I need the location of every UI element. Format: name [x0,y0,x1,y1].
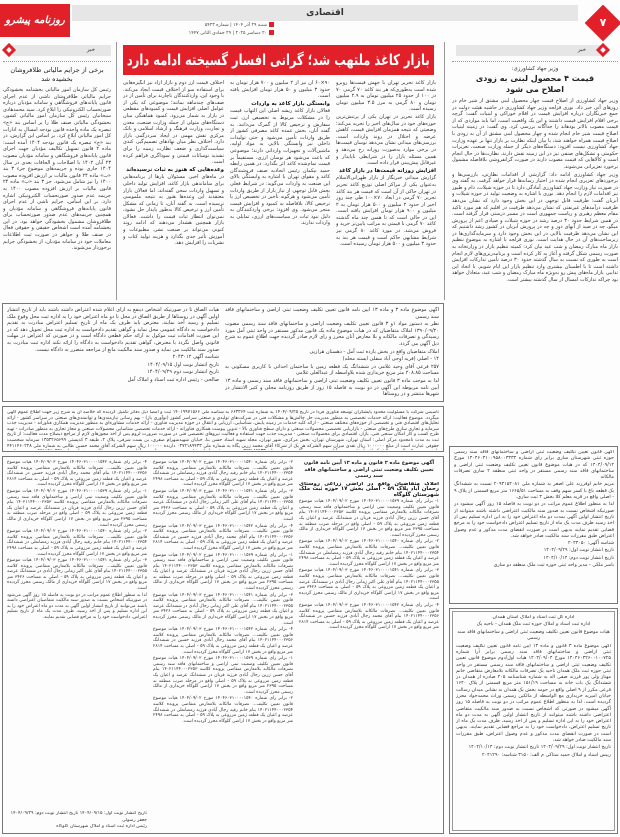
main-article-column-2 [230,80,330,300]
date-line-1 [74,22,274,29]
paragraph: تاریخ انتشار نوبت اول ۱۴۰۴/۰۹/۱۵ [147,361,219,368]
subheading: وعده‌هایی که هنوز به ثبات نرسیده‌اند [126,166,224,173]
news-label: خبر [12,45,111,56]
paragraph: اداره ثبت اسناد و املاک حوزه ثبت ملک همدان - ناحیه یک [476,622,591,628]
registry-notice-amol [2,303,444,402]
paragraph: تاریخ انتشار نوبت دوم ۱۴۰۴/۰۹/۲۹ [147,369,219,376]
paragraph: ۴- برابر رای شماره ۱۴۰۴۶۰۳۱۰۰۰۰۱۵۴۲ مورخ ۱۴۰۴/۰۹/۰۳ هیات موضوع قانون تعیین تکلیف... تصرفات مالکانه بلامعارض متقاضی پرونده کلاسه ۱۴۰۲۱۱۴۴۰۰۰۲۳۵۶ بنام آقای محمد رجال آبادی فرزند حسین در ششدانگ عرصه و اعیان یک قطعه زمین مزروعی به پلاک ۵۹ - اصلی به مساحت ۲۸۱۴ متر مربع واقع در بخش ۱۷ اراضی گلوگاه محرز گردیده است. [7,460,147,488]
notice-hamedan-header [456,615,611,644]
notice-hamedan-body [456,644,611,827]
left-news-label-bar [12,45,111,56]
paragraph: ۳- برابر رای شماره ۱۴۰۴۶۰۳۱۰۰۰۰۱۵۴۱ مورخ ۱۴۰۴/۰۹/۰۳ هیات موضوع قانون تعیین تکلیف... تصرفات مالکانه بلامعارض متقاضی پرونده کلاسه ۱۴۰۲۱۱۴۴۰۰۰۲۳۵۵ بنام آقای علی اکبر زمانی رجال آبادی در ششدانگ عرصه و اعیان یک قطعه زمین مزروعی به پلاک ۵۹ - اصلی به مساحت ۳۴۲۶ متر مربع واقع در بخش ۱۷ اراضی گلوگاه خریداری از مالک رسمی محرز گردیده است. [299,568,439,602]
main-headline-banner [123,45,434,75]
notice-galugah-date-line: تاریخ انتشار نوبت اول: ۱۴۰۴/۰۹/۱۵ تاریخ انتشار نوبت دوم: ۱۴۰۴/۰۹/۲۹ [10,811,147,817]
date-lines [74,22,274,37]
notice-galugah-column-1 [299,482,439,832]
paragraph: گزارش میدانی خبرنگار از بازار طهرانی‌الاسلام به‌عنوان یکی از مراکز اصلی توزیع کاغذ تحریر در تهران حاکی از آن است که قیمت هر بند کاغذ تحریر ۷۰ گرمی در ابعاد ۷۰×۱۰۰ طی چند روز اخیر از حدود ۲ میلیون و ۵۰۰ هزار تومان به ۲ میلیون و ۹۰۰ هزار تومان افزایش یافته است. این در حالی است که تا همین چند ماه گذشته کاغذ ۷۰ گرمی با قیمتی به مراتب پایین‌تر خرید و فروش می‌شد. در مورد کاغذ ۸۰ گرمی نیز شرایط مشابهی حاکم است و قیمت هر بند به حدود ۳ میلیون و ۵۰۰ هزار تومان رسیده است. [336,175,436,248]
paragraph: یاسر ملکی - مدیر واحد ثبتی حوزه ثبت ملک منطقه دو ساری [493,563,614,569]
paragraph: ۱۴ - اصلی (قریه اوجی آباد سفلی ایسته محله) [342,356,439,363]
paragraph: مریم خانم اوفرزند علی اصغر به شماره ملی ۲۰۹۳۱۵۴۰۸۱ نسبت به ششدانگ یک قطعه باغ با کسر سهم وقف به مساحت ۱۶۶۵/۵۱ متر مربع قسمتی از پلاک ۹ - اصلی واقع در قریه معلم کلا بخش ۳ ثبت ساری. [454,482,614,501]
paragraph: ۱- برابر رای شماره ۱۴۰۴۶۰۳۱۰۰۰۰۱۵۳۹ مورخ ۱۴۰۴/۰۹/۰۲ هیات موضوع قانون تعیین تکلیف وضعیت ثبتی اراضی و ساختمانهای فاقد سند رسمی تصرفات مالکانه بلامعارض متقاضی پرونده کلاسه ۱۴۰۲۱۱۴۴۰۰۰۲۳۵۳ بنام آقای حسن زرین رجال آبادی فرزند قربان در ششدانگ عرصه و اعیان یک قطعه زمین مزروعی به پلاک ۵۹ - اصلی واقع در مرحله ضرب منطقه به مساحت ۲۳۹۵ متر مربع واقع در بخش ۱۷ اراضی گلوگاه خریداری از مالک رسمی محرز گردیده است. [299,499,439,538]
paragraph: آگهی موضوع ماده ۳ قانون و ماده ۱۳ آیین نامه قانون تعیین تکلیف وضعیت ثبتی اراضی و ساختمانهای فاقد سند رسمی برابر آرا شماره ۱۴۰۴۶۰۳۲۶۰۰۱۰۰۷۲۵ مورخ ۱۴۰۴/۰۹/۰۴ هیات اول/دوم موضوع قانون تعیین تکلیف وضعیت ثبتی اراضی و ساختمانهای فاقد سند رسمی مستقر در واحد ثبتی حوزه ثبت ملک همدان ناحیه یک تصرفات مالکانه بلامعارض متقاضی خانم مهناز ولی پور فرزند صفی اله به شماره شناسنامه ۴۰۵ صادره از همدان در ششدانگ یک باب خانه به مساحت ۱۵۱/۱۹ متر مربع قسمتی از پلاک ۱۶۴۰ فرعی مکرر از ۹ اصلی واقع در حومه بخش یک همدان به نشانی میدان رسالت خیابان امیریه خریداری مع الواسطه از مالکین رسمی وراث محمدجواد محرز گردیده است. لذا به منظور اطلاع عموم مراتب در دو نوبت به فاصله ۱۵ روز آگهی میشود در صورتی که اشخاص نسبت به صدور سند مالکیت متقاضی اعتراضی داشته باشند میتوانند از تاریخ انتشار اولین آگهی به مدت دو ماه اعتراض خود را به این اداره تسلیم و پس از اخذ رسید، ظرف مدت یک ماه از تاریخ تسلیم اعتراض، دادخواست خود را به مراجع قضایی تقدیم نمایند. بدیهی است در صورت انقضای مدت مذکور و عدم وصول اعتراض، طبق مقررات سند مالکیت صادر خواهد شد. [456,643,611,744]
paragraph: ۴- برابر رای شماره ۱۴۰۴۶۰۳۱۰۰۰۰۱۵۴۲ مورخ ۱۴۰۴/۰۹/۰۳ هیات موضوع قانون تعیین تکلیف... تصرفات مالکانه بلامعارض متقاضی پرونده کلاسه ۱۴۰۲۱۱۴۴۰۰۰۲۳۵۶ بنام آقای محمد رجال آبادی فرزند حسین در ششدانگ عرصه و اعیان یک قطعه زمین مزروعی به پلاک ۵۹ - اصلی به مساحت ۲۸۱۴ متر مربع واقع در بخش ۱۷ اراضی گلوگاه محرز گردیده است. [153,627,293,655]
column-divider [444,42,445,300]
company-registration-text [7,410,439,450]
registry-notice-sari [449,446,618,604]
right-news-label-bar [456,45,602,56]
paragraph: آگهی قانون تعیین تکلیف وضعیت ثبتی اراضی و ساختمانهای فاقد سند رسمی حوزه ثبتی شهرستان ساری برابر رای شماره ۱۴۰۴۶۰۳۱۰۰۹۵۸۰۰۳۳۳۳ مورخ ۱۴۰۴/۰۹/۱۴ که در هیات موضوع قانون تعیین تکلیف وضعیت ثبتی اراضی و ساختمانهای فاقد سند رسمی مستقر در واحد ثبتی منطقه ۲ ساری تصرفات مالکانه [454,450,614,481]
right-article-kicker: وزیر جهاد کشاورزی: [511,66,559,72]
notice-galugah-column-2 [153,460,293,831]
paragraph: تاسیس شرکت با مسئولیت محدود پایشگران توسعه فناوری فردا در تاریخ ۱۴۰۴/۰۹/۲۵ به شماره ثبت ۶۶۳۳۶۴ به شناسه ملی ۱۴۰۱۹۹۷۱۵۶۶ ثبت و امضا ذیل دفاتر تکمیل گردیده که خلاصه آن به شرح زیر جهت اطلاع عموم آگهی میگردد. موضوع فعالیت: ارائه خدمات تخصصی به منظور مدیریت حل چالش‌ها و مشکلات فنی در شرکت‌های تولیدی و صنعتی سراسر کشور (نوآوری باز) - بهم رسانی نیازمندی‌ها و توانمندی‌های صنعتی در سراسر کشور - ارائه تحلیل‌های اقتصادی فنی و تخصصی از حوزه‌های مختلف صنعتی - ارائه کلیه خدمات در زمینه پایش، شناسایی، ارزیابی و انتقال در حوزه مدیریت فناوری - ارائه خدمات مشاوره‌ای به منظور مدیریت همکاری فناورانه - مدیریت جذب سرمایه و تجاری سازی طرح‌های صنعتی - بازاریابی تخصصی محصولات صنعتی و دارای سطح فناوری بالا - تدوین پیوست همکاری فناورانه - ارائه خدمات تخصصی شناسایی محصولات صنعتی و مجاز تجاری به منظور صادرات - تهیه طرح کسب و کار امکان سنجی فنی، بازار، اقتصادی برای محصولات صنعتی - مدیریت جذب جهت استفاده و فعالیت نیروهای تخصصی فنی در صورت ضرورت لزوم پس از اخذ مجوزهای لازم از مراجع ذیصلاح مدت فعالیت: از تاریخ ثبت به مدت نامحدود مرکز اصلی: استان تهران، شهرستان تهران، بخش مرکزی، شهر تهران، محله شهید استاد حسن بنا، خیابان شهیدشهرام صفری، بن بست شرقی، پلاک ۲، طبقه ۳ کدپستی ۱۳۵۳۲۶۵۶۹۹ سرمایه شخصیت حقوقی عبارت است از مبلغ ۱۰۰۰۰۰۰ ریال نقدی میزان سهم الشرکه هر یک از شرکاء آقای محمد زرین پگاه به شماره ملی ۰۳۷۲۱۸۹۴۳۳ دارنده ۱۰۰۰۰۰ ریال سهم الشرکه آقای محمد حسین طالبی به شماره ملی ۴۴۱۱۴۶۰۲۲۸ [7,410,439,449]
notice-galugah-column-3-wrap [7,460,147,831]
paragraph: در ماه‌های اخیر، مسئولان بارها از برنامه‌هایی برای ساماندهی بازار کاغذ، افزایش تولید داخلی و تسهیل واردات سخن گفته‌اند، اما فعالان بازار معتقدند این وعده‌ها هنوز به نتیجه ملموسی نرسیده است. به گفته آنان، تا زمانی که مشکل تأمین ارز و ترخیص کالا به‌طور پایدار حل نشود، نمی‌توان انتظار ثبات قیمت را داشت. فعالان بازار همچنین هشدار می‌دهند که ادامه روند کنونی می‌تواند بر صنعت نشر، مطبوعات و آموزش تأثیر جدی بگذارد و هزینه تولید کتاب و نشریات را افزایش دهد. [123,174,224,247]
paragraph: هیات موضوع قانون تعیین تکلیف وضعیت ثبتی اراضی و ساختمانهای فاقد سند رسمی [457,629,610,642]
section-title: اقتصادی [72,5,578,21]
paragraph: تاریخ انتشار نوبت اول: ۱۴۰۴/۰۹/۲۹ تاریخ انتشار نوبت دوم: ۱۴۰۴/۱۰/۱۴ [468,745,611,751]
left-article-title: برخی از جرایم مالیاتی طلافروشان بخشیده شد [10,66,104,83]
news-label: خبر [456,45,602,56]
paragraph: لذا به منظور اطلاع عموم مراتب در دو نوبت به فاصله ۱۵ روز آگهی میشود در صورتیکه اشخاص نسبت به صدور سند مالکیت اعتراضی داشته باشند میتوانند از تاریخ انتشار اولین آگهی بمدت دو ماه اعتراض خود را به این اداره تسلیم پس از اخذ رسید ظرف مدت یک ماه از تاریخ تسلیم اعتراض دادخواست خود را به مرجع قضایی تقدیم نمایند بدیهی است در صورت انقضای مدت مذکور و عدم وصول اعتراض طبق مقررات سند مالکیت صادر خواهد شد. [454,502,614,539]
notice-galugah-column-1-wrap [299,460,439,831]
registry-notice-galugah [2,456,444,834]
paragraph: اداره کل ثبت اسناد و املاک استان همدان [492,615,575,620]
paragraph: تاریخ انتشار نوبت اول: ۱۴۰۴/۰۹/۲۹ [543,548,614,554]
paragraph: ۱- برابر رای شماره ۱۴۰۴۶۰۳۱۰۰۰۰۱۵۳۹ مورخ ۱۴۰۴/۰۹/۰۲ هیات موضوع قانون تعیین تکلیف وضعیت ثبتی اراضی و ساختمانهای فاقد سند رسمی تصرفات مالکانه بلامعارض متقاضی پرونده کلاسه ۱۴۰۲۱۱۴۴۰۰۰۲۳۵۳ بنام آقای حسن زرین رجال آبادی فرزند قربان در ششدانگ عرصه و اعیان یک قطعه زمین مزروعی به پلاک ۵۹ - اصلی واقع در مرحله ضرب منطقه به مساحت ۲۳۹۵ متر مربع واقع در بخش ۱۷ اراضی گلوگاه خریداری از مالک رسمی محرز گردیده است. [153,656,293,695]
paragraph: رییس اسناد و املاک حمید ستاکی م الف: ۳۱۵۰ شناسه: ۲۰۴۱۲۹۰ [482,752,611,758]
notice-galugah-title: آگهی موضوع ماده ۳ قانون و ماده ۱۳ آیین نامه قانون تعیین تکلیف وضعیت ثبتی اراضی و ساختمانهای فاقد سند رسمی [303,460,435,479]
main-headline: بازار کاغذ ملتهب شد؛ گرانی افسار گسیخته ادامه دارد [127,51,430,69]
divider [3,61,111,62]
notice-galugah-signer: جعفر رسولی [121,817,147,823]
paragraph: بازار کاغذ تحریر تهران با جهش قیمت‌ها روبرو شده است به‌طوری‌که هر بند کاغذ ۷۰ گرمی ۷۰ در ۱۰۰ از حدود ۲۵ میلیون تومان به ۲.۹ میلیون تومان و ۸۰ گرمی به مرز ۳.۵ میلیون تومان رسیده است. [336,80,436,113]
paragraph: ۳- برابر رای شماره ۱۴۰۴۶۰۳۱۰۰۰۰۱۵۴۱ مورخ ۱۴۰۴/۰۹/۰۳ هیات موضوع قانون تعیین تکلیف... تصرفات مالکانه بلامعارض متقاضی پرونده کلاسه ۱۴۰۲۱۱۴۴۰۰۰۲۳۵۵ بنام آقای علی اکبر زمانی رجال آبادی در ششدانگ عرصه و اعیان یک قطعه زمین مزروعی به پلاک ۵۹ - اصلی به مساحت ۳۴۲۶ متر مربع واقع در بخش ۱۷ اراضی گلوگاه خریداری از مالک رسمی محرز گردیده است. [7,558,147,592]
notice-amol-right [225,307,439,399]
paragraph: شناسه آگهی: ۲۰۴۳۰۵۰ [567,541,614,547]
paragraph: ۲- برابر رای شماره ۱۴۰۴۶۰۳۱۰۰۰۰۱۵۴۰ مورخ ۱۴۰۴/۰۹/۰۲ هیات موضوع قانون تعیین تکلیف... تصرفات مالکانه بلامعارض متقاضی پرونده کلاسه ۱۴۰۲۱۱۴۴۰۰۰۲۳۵۴ بنام خانم رقیه رجال آبادی فرزند رمضانعلی در ششدانگ عرصه و اعیان یک قطعه زمین مزروعی به پلاک ۵۹ - اصلی به مساحت ۲۴۹۸ متر مربع واقع در بخش ۱۷ اراضی گلوگاه محرز گردیده است. [7,529,147,557]
paragraph: لذا به موجب ماده ۳ قانون تعیین تکلیف وضعیت ثبتی اراضی و ساختمانهای فاقد سند رسمی و ماده ۱۳ آیین نامه مربوطه این آگهی در دو نوبت به فاصله ۱۵ روز از طریق روزنامه محلی و کثیر الانتشار در شهرها منتشر و در روستاها [225,377,439,398]
paragraph: تاریخ انتشار نوبت دوم: ۱۴۰۴/۱۰/۱۴ [543,555,614,561]
main-article-column-1 [336,80,436,300]
subheading: املاک متقاضیان واقع در اراضی زراعی روستای رحمان آباد پلاک ۵۹ - اصلی بخش ۱۷ حوزه ثبت ملک شهرستان گلوگاه [299,481,439,498]
paragraph: ۹۰×۶۰ آن نیز از ۲ میلیون و ۷۰۰ هزار تومان به حدود ۳ میلیون و ۵۰ هزار تومان افزایش یافته است. [230,80,330,100]
right-article-body [452,98,618,442]
divider [452,61,618,62]
subheading: وابستگی بازار کاغذ به واردات [251,100,330,107]
subheading: افزایش روزانه قیمت‌ها در بازار کاغذ [338,167,436,174]
paragraph: ۳- برابر رای شماره ۱۴۰۴۶۰۳۱۰۰۰۰۱۵۴۱ مورخ ۱۴۰۴/۰۹/۰۳ هیات موضوع قانون تعیین تکلیف... تصرفات مالکانه بلامعارض متقاضی پرونده کلاسه ۱۴۰۲۱۱۴۴۰۰۰۲۳۵۵ بنام آقای علی اکبر زمانی رجال آبادی در ششدانگ عرصه و اعیان یک قطعه زمین مزروعی به پلاک ۵۹ - اصلی به مساحت ۳۴۲۶ متر مربع واقع در بخش ۱۷ اراضی گلوگاه خریداری از مالک رسمی محرز گردیده است. [153,592,293,626]
registry-notice-hamedan [449,608,618,834]
paragraph: املاک متقاضیان واقع در بخش یازده ثبت آمل - دهستان هرازپی [309,348,439,355]
main-article-column-3 [123,80,224,300]
left-article [3,45,111,300]
paragraph: بازار کاغذ تحریر در تهران یکی از پرتنش‌ترین حوزه‌های خود در سال‌های اخیر را تجربه می‌کند؛ وضعیتی که نتیجه همزمان افزایش قیمت، کاهش عرضه و اختلال در روند واردات است. بررسی‌های میدانی نشان می‌دهد نوسان قیمت‌ها در برخی موارد به‌صورت روزانه رخ می‌دهد و همین مسئله بازار را در شرایطی ناپایدار و غیرقابل پیش‌بینی قرار داده است. [336,113,436,167]
paragraph: نظر به دستور مواد ۱و ۳ قانون تعیین تکلیف وضعیت اراضی و ساختمانهای فاقد سند رسمی مصوب ۱۳۹۰/۰۹/۲۰ املاک متقاضیان که در هیات موضوع ماده یک قانون مذکور مستقر در واحد ثبتی آمل مورد رسیدگی و تصرفات مالکانه و بلا معارض آنان محرز و رای لازم صادر گردیده جهت اطلاع عموم به شرح ذیل آگهی می گردد. [225,321,439,347]
paragraph: وزیر جهاد کشاورزی ادامه داد: گزارشی از اقدامات نظارتی، بازرسی‌ها و برخوردهای تعزیری انجام شده در اختیار رسانه‌ها قرار خواهد گرفت. به گفته وی در صورت نیاز وزارت جهاد کشاورزی آمادگی دارد تا در حوزه شیلات، دام و طیور نیز اقدامات لازم را انجام دهد. نوری با اشاره به وضعیت تولید در حوزه شیلات و آبزیان گفت: ظرفیت قابل توجهی در این بخش وجود دارد که نشان می‌دهد ظرفیت درآمدهای غیرنفتی که نشان می‌دهد طرفیت در اقلیم که هم مورد تاکید مقام معظم رهبری و ریاست جمهوری است در مسیر درستی قرار گرفته است. در همین شرایط حدود ۳۰ درصد رشد در حوزه شیلات و صیادی اعم از پرورش میگو، چه در صید از آبهای دور و چه در پرورش آبزیان در کشور رشد داشتیم که این نشان می‌دهد ظرفیت بالایی در این بخش وجود دارد و سرمایه‌گذاری‌ها در زیرساخت‌های آن در حال هدایت است. نوری قزلجه با اشاره به موضوع تنظیم بازار ماه مبارک رمضان و شب عید بیان کرد: کمیته تنظیم بازار در وزارتخانه به صورت رسمی شکل گرفته و آغاز به کار کرده است و برنامه‌ریزی‌های لازم انجام است به طوری که نسبت به سال گذشته حدود ۳۰ درصد تأمین تدارکات افزایش داشته است تا با اطمینان بیشتری وارد تنظیم بازار این ایام شویم. با اتخاذ این تدابیر، بازار ماه‌های پیش رو به‌ویژه ماه مبارک رمضان و شب عید، متعادل خواهد بود چراکه تدارکات امسال از سال گذشته بیشتر است. [452,171,618,284]
paragraph: فعالان بازار کاغذ ریشه اصلی این التهاب قیمت را در مشکلات مربوط به تخصیص ارز، ثبت سفارش و ترخیص کالا از گمرک می‌دانند. به گفته آنان، بخش عمده کاغذ مصرفی کشور از طریق واردات تأمین می‌شود و حتی تولیدات داخلی نیز وابستگی بالایی به مواد اولیه، ماشین‌آلات و تجهیزات وارداتی دارند؛ موضوعی که باعث می‌شود هر نوسان ارزی، مستقیماً بر قیمت تمام‌شده کاغذ اثر بگذارد. در همین رابطه حمید نیکمان رئیس اتحادیه صنف فروشندگان کاغذ و مقوای تهران با اشاره به وابستگی بالای این صنعت به واردات می‌گوید: در شرایط فعلی بخش قابل توجهی از نیاز بازار از طریق واردات تأمین می‌شود و هرگونه تأخیر در تخصیص ارز یا ترخیص کالا، بلافاصله به کمبود و افزایش قیمت منجر می‌شود. وی افزود: برخی واردکنندگان به دلیل نبود ثبات در سیاست‌های ارزی، تمایلی به واردات ندارند. [230,108,330,227]
page-number: ۷ [599,16,607,29]
date-line-2 [74,30,274,37]
date-persian: شنبه ۲۹ آذر ۱۴۰۴ | شماره ۵۴۲۳ [204,23,267,28]
paragraph: اختلاف قیمت ارز دوم و بازار آزاد نیز انگیزه‌هایی برای استفاده سو از اختلاف قیمت ایجاد می‌کند. با وجود این، واردکنندگان ناچارند برای تأمین از در صف‌های چندماهه بمانند؛ موضوعی که یکی از عوامل اصلی افزایش قیمت و کمبودهای مقطعی در بازار به شمار می‌رود. کمبود هماهنگی میان دستگاه‌های متولی از جمله وزارت صنعت، معدن و تجارت، وزارت فرهنگ و ارشاد اسلامی و بانک مرکزی نقش مهمی در ایجاد سردرگمی بازار دارد. اختلاف نظر میان نهادهای تصمیم‌گیر، کندی سیاست‌گذاری و ضعف نظارت زمینه را برای تشدید نوسانات قیمتی و سوداگری فراهم کرده است. [123,80,224,166]
paragraph: ۱- برابر رای شماره ۱۴۰۴۶۰۳۱۰۰۰۰۱۵۳۹ مورخ ۱۴۰۴/۰۹/۰۲ هیات موضوع قانون تعیین تکلیف وضعیت ثبتی اراضی و ساختمانهای فاقد سند رسمی تصرفات مالکانه بلامعارض متقاضی پرونده کلاسه ۱۴۰۲۱۱۴۴۰۰۰۲۳۵۳ بنام آقای حسن زرین رجال آبادی فرزند قربان در ششدانگ عرصه و اعیان یک قطعه زمین مزروعی به پلاک ۵۹ - اصلی واقع در مرحله ضرب منطقه به مساحت ۲۳۹۵ متر مربع واقع در بخش ۱۷ اراضی گلوگاه خریداری از مالک رسمی محرز گردیده است. [7,488,147,528]
paragraph: شناسه آگهی ۲۰۴۳۰۱۲ [172,354,219,361]
notice-galugah-signer-title: رئیس اداره ثبت اسناد و املاک شهرستان گلوگاه [56,824,147,830]
notice-amol-left [7,307,219,399]
paragraph: آگهی موضوع ماده ۳ و ماده ۱۳ آیین نامه قانون تعیین تکلیف وضعیت ثبتی اراضی و ساختمانهای فاقد سند رسمی [225,307,439,320]
paragraph: لذا به منظور اطلاع عموم مراتب در دو نوبت به فاصله ۱۵ روز آگهی می‌شود در صورتیکه اشخاص نسبت به صدور سند مالکیت متقاضیان اعتراضی داشته باشند می‌توانند از تاریخ انتشار اولین آگهی به مدت دو ماه اعتراض خود را به این اداره تسلیم و پس از اخذ رسید، ظرف مدت یک ماه از تاریخ تسلیم اعتراض، دادخواست خود را به مراجع قضایی تقدیم نمایند. [7,592,147,621]
paragraph: صالحی - رئیس اداره ثبت اسناد و املاک آمل [127,376,219,383]
paragraph: رئیس کل سازمان امور مالیاتی بخشنامه بخشودگی جرایم مالیاتی طلافروشان ناشی از عدم اجرای قانون پایانه‌های فروشگاهی و سامانه مؤدیان درباره صورتحساب الکترونیکی را ابلاغ کرد. سید محمدهادی سبحانیان رئیس کل سازمان امور مالیاتی کشور، بخشودگی مالیاتی صنف طلا را بر اساس بند «ج» تبصره یک ماده واحده قانون بودجه امسال به ادارات کل امور مالیاتی ابلاغ کرد. بر اساس این گزارش، در بند «ج» تبصره یک قانون بودجه ۱۴۰۴ آمده است: ماده ۲ قانون تسهیل تکالیف مؤدیان جهت اجرای قانون پایانه‌های فروشگاهی و سامانه مؤدیان مصوب ۲۳ آبان ۱۴۰۲ با اصلاحات و الحاقات بعدی در سال ۱۴۰۴ جاری بوده و جریمه‌های موضوع جزء ۳ بند «ب» ماده ۲۴ قانون مالیات بر ارزش افزوده مصوب ۱۴۰۰ را نیز شامل می‌شود. جز ۳ بند «ب» ماده ۲۴ قانون مالیات بر ارزش افزوده مصوب ۱۴۰۰ به جریمه عدم صدور صورتحساب الکترونیکی اشاره دارد. بر این اساس، جرایم ناشی از عدم اجرای قانون پایانه‌های فروشگاهی و سامانه مؤدیان و همچنین جریمه‌های عدم صدور صورتحساب برای طلافروشان مشمول بخشودگی خواهد بود. در این بخشنامه آمده است اشخاص حقیقی و حقوقی فعال در صنف طلا و جواهر در صورت ثبت اطلاعات معاملات خود در سامانه مؤدیان، از بخشودگی جرایم برخوردار می‌شوند. [3,87,111,252]
notice-galugah-column-3 [7,460,147,809]
company-registration-notice [2,406,444,452]
notice-sari-text [454,450,614,601]
column-divider [116,42,117,300]
paragraph: وزیر جهاد کشاورزی از اصلاح قیمت چهار محصول لبنی مشتق از شیر خام در روزهای آتی خبر داد. نوری قزلجه وزیر جهاد کشاورزی در حاشیه هیئت دولت در جمع خبرنگاران درباره افزایش قیمت در اقلام خوراکی و لبنیات گفت: گرچه برخی اقلام افزایش قیمت داشتند و این یک واقعیت است، اما باید مواردی که از قیمت مصوب بالاتر بودهاند را جداگانه بررسی کرد. وی گفت: در زمینه لبنیات اصلاح قیمت شیر خام انجام شده و چهار محصول لبنی مشتق از آن به زودی با اصلاح قیمت همراه خواهند شد، با بیان اینکه نظارت بر بازار تنها بر عهده وزارت جهاد کشاورزی نیست افزود: دستگاه‌های دیگر از جمله وزارت صنعت، تعزیرات حکومتی و تشکل‌های صنفی نیز در این زمینه نقش دارند. نظارت‌ها در حال انجام است و کالاهایی که قیمت مصوب دارند در صورت گرانفروشی بلافاصله مشمول برخورد تعزیراتی می‌شوند. [452,98,618,170]
newspaper-logo: روزنامه پیشرو [0,4,70,37]
paragraph: ۳- برابر رای شماره ۱۴۰۴۶۰۳۱۰۰۰۰۱۵۴۱ مورخ ۱۴۰۴/۰۹/۰۳ هیات موضوع قانون تعیین تکلیف... تصرفات مالکانه بلامعارض متقاضی پرونده کلاسه ۱۴۰۲۱۱۴۴۰۰۰۲۳۵۵ بنام آقای علی اکبر زمانی رجال آبادی در ششدانگ عرصه و اعیان یک قطعه زمین مزروعی به پلاک ۵۹ - اصلی به مساحت ۳۴۲۶ متر مربع واقع در بخش ۱۷ اراضی گلوگاه خریداری از مالک رسمی محرز گردیده است. [153,488,293,522]
paragraph: ۲۵۷ فرعی آقای وحید غلامی در ششدانگ یک قطعه زمین با ساختمان احداثی با کاربری مسکونی به مساحت ۲۰۸.۸۵ متر مربع خریداری شده بلاواسطه از عبدالعلی غلامی [225,363,439,377]
paragraph: هیات الصاق تا در صورتیکه اشخاص ذینفع به آرای اعلام شده اعتراض داشته باشند باید از تاریخ انتشار اولین آگهی در روستاها از طریق الصاق در محل تا دو ماه اعتراض خود را به اداره ثبت محل وقوع ملک تسلیم و رسید اخذ نمایند. معترض باید ظرف یک ماه از تاریخ تسلیم اعتراض مبادرت به تقدیم دادخواست به دادگاه عمومی محل نماید و گواهی تقدیم دادخواست به اداره ثبت محل تحویل دهد که در این صورت اقدامات ثبت موکول به ارائه حکم قطعی دادگاه است و در صورتی که اعتراض در مهلت قانونی واصل نگردد یا معترض، گواهی تقدیم دادخواست به دادگاه را ارائه نکند اداره ثبت مبادرت به صدور سند مالکیت می نماید و صدور سند مالکیت مانع از مراجعه متضرر به دادگاه نیست. [7,307,219,353]
right-article [452,45,618,442]
paragraph: ۲- برابر رای شماره ۱۴۰۴۶۰۳۱۰۰۰۰۱۵۴۰ مورخ ۱۴۰۴/۰۹/۰۲ هیات موضوع قانون تعیین تکلیف... تصرفات مالکانه بلامعارض متقاضی پرونده کلاسه ۱۴۰۲۱۱۴۴۰۰۰۲۳۵۴ بنام خانم رقیه رجال آبادی فرزند رمضانعلی در ششدانگ عرصه و اعیان یک قطعه زمین مزروعی به پلاک ۵۹ - اصلی به مساحت ۲۴۹۸ متر مربع واقع در بخش ۱۷ اراضی گلوگاه محرز گردیده است. [299,539,439,567]
paragraph: ۲- برابر رای شماره ۱۴۰۴۶۰۳۱۰۰۰۰۱۵۴۰ مورخ ۱۴۰۴/۰۹/۰۲ هیات موضوع قانون تعیین تکلیف... تصرفات مالکانه بلامعارض متقاضی پرونده کلاسه ۱۴۰۲۱۱۴۴۰۰۰۲۳۵۴ بنام خانم رقیه رجال آبادی فرزند رمضانعلی در ششدانگ عرصه و اعیان یک قطعه زمین مزروعی به پلاک ۵۹ - اصلی به مساحت ۲۴۹۸ متر مربع واقع در بخش ۱۷ اراضی گلوگاه محرز گردیده است. [153,696,293,724]
paragraph: ۴- برابر رای شماره ۱۴۰۴۶۰۳۱۰۰۰۰۱۵۴۲ مورخ ۱۴۰۴/۰۹/۰۳ هیات موضوع قانون تعیین تکلیف... تصرفات مالکانه بلامعارض متقاضی پرونده کلاسه ۱۴۰۲۱۱۴۴۰۰۰۲۳۵۶ بنام آقای محمد رجال آبادی فرزند حسین در ششدانگ عرصه و اعیان یک قطعه زمین مزروعی به پلاک ۵۹ - اصلی به مساحت ۲۸۱۴ متر مربع واقع در بخش ۱۷ اراضی گلوگاه محرز گردیده است. [299,602,439,631]
right-article-title: قیمت ۴ محصول لبنی به زودی اصلاح می شود [475,74,595,94]
paragraph: ۴- برابر رای شماره ۱۴۰۴۶۰۳۱۰۰۰۰۱۵۴۲ مورخ ۱۴۰۴/۰۹/۰۳ هیات موضوع قانون تعیین تکلیف... تصرفات مالکانه بلامعارض متقاضی پرونده کلاسه ۱۴۰۲۱۱۴۴۰۰۰۲۳۵۶ بنام آقای محمد رجال آبادی فرزند حسین در ششدانگ عرصه و اعیان یک قطعه زمین مزروعی به پلاک ۵۹ - اصلی به مساحت ۲۸۱۴ متر مربع واقع در بخش ۱۷ اراضی گلوگاه محرز گردیده است. [153,523,293,551]
paragraph: ۱- برابر رای شماره ۱۴۰۴۶۰۳۱۰۰۰۰۱۵۳۹ مورخ ۱۴۰۴/۰۹/۰۲ هیات موضوع قانون تعیین تکلیف وضعیت ثبتی اراضی و ساختمانهای فاقد سند رسمی تصرفات مالکانه بلامعارض متقاضی پرونده کلاسه ۱۴۰۲۱۱۴۴۰۰۰۲۳۵۳ بنام آقای حسن زرین رجال آبادی فرزند قربان در ششدانگ عرصه و اعیان یک قطعه زمین مزروعی به پلاک ۵۹ - اصلی واقع در مرحله ضرب منطقه به مساحت ۲۳۹۵ متر مربع واقع در بخش ۱۷ اراضی گلوگاه خریداری از مالک رسمی محرز گردیده است. [153,552,293,592]
left-article-body [3,87,111,300]
paragraph: ۲- برابر رای شماره ۱۴۰۴۶۰۳۱۰۰۰۰۱۵۴۰ مورخ ۱۴۰۴/۰۹/۰۲ هیات موضوع قانون تعیین تکلیف... تصرفات مالکانه بلامعارض متقاضی پرونده کلاسه ۱۴۰۲۱۱۴۴۰۰۰۲۳۵۴ بنام خانم رقیه رجال آبادی فرزند رمضانعلی در ششدانگ عرصه و اعیان یک قطعه زمین مزروعی به پلاک ۵۹ - اصلی به مساحت ۲۴۹۸ متر مربع واقع در بخش ۱۷ اراضی گلوگاه محرز گردیده است. [153,460,293,488]
date-gregorian-hijri: ۲۰ دسامبر ۲۰۲۵ | ۲۹ جمادی الثانی ۱۴۴۷ [188,31,267,36]
notice-hamedan-frame [452,611,615,831]
